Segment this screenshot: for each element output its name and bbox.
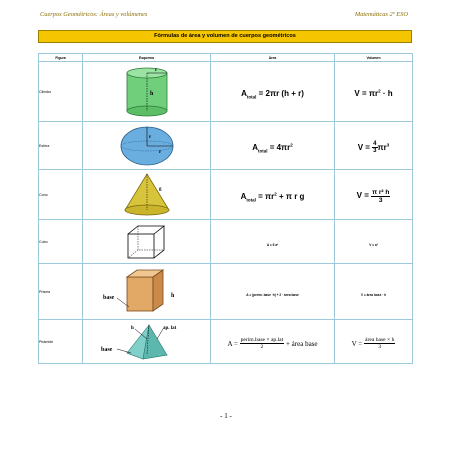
pyramid-sketch <box>97 321 197 363</box>
cone-sketch <box>117 172 177 218</box>
figure-name: Cono <box>39 170 83 220</box>
pyramid-label-h: h <box>130 325 134 331</box>
pyramid-label-ap-lat: ap. lat <box>162 325 176 331</box>
table-row <box>39 122 413 170</box>
cube-front-face <box>128 234 154 258</box>
prism-side-face <box>153 270 163 311</box>
cube-sketch <box>122 222 172 262</box>
prism-front-face <box>127 277 153 311</box>
area-formula: A = (perím. base ·h) + 2 · área base <box>246 292 299 297</box>
table-row <box>39 62 413 122</box>
formulas-table <box>38 53 413 364</box>
volume-formula: $V = \pi r^2 \cdot h$ <box>354 87 393 98</box>
cube-top-face <box>128 226 164 234</box>
cone-label-g: g <box>158 186 161 192</box>
column-header-volumen: Volumen <box>335 54 413 62</box>
header-right: Matemáticas 2º ESO <box>354 11 408 18</box>
prism-label-base: base <box>102 294 114 301</box>
figure-name: Pirámide <box>39 320 83 364</box>
pyramid-ap-pointer <box>157 329 163 339</box>
volume-formula: V = $\frac{\text{área base × h}}{3}$ <box>351 337 395 351</box>
table-row <box>39 320 413 364</box>
area-formula: A = $\frac{\text{perím.base × ap.lat}}{2}$ + área base <box>227 337 318 351</box>
table-row <box>39 264 413 320</box>
area-formula: $A_{total} = 4\pi r^2$ <box>252 141 293 154</box>
volume-formula: V = $\frac{\text{π r² h}}{3}$ <box>356 188 390 204</box>
pyramid-label-base: base <box>100 346 112 353</box>
volume-formula: V = área base · h <box>360 292 387 297</box>
table-title: Fórmulas de área y volumen de cuerpos geométricos <box>38 30 412 43</box>
prism-label-h: h <box>170 292 174 299</box>
header-left: Cuerpos Geométricos: Áreas y volúmenes <box>40 11 148 18</box>
sphere-label-r-side: r <box>158 149 161 155</box>
figure-name: Prisma <box>39 264 83 320</box>
figure-name: Esfera <box>39 122 83 170</box>
prism-sketch <box>97 267 197 317</box>
column-header-figura: Figura <box>39 54 83 62</box>
volume-formula: V = $\frac{4}{3}$ $\pi r^3$ <box>357 140 390 154</box>
cylinder-sketch <box>117 65 177 119</box>
figure-name: Cilindro <box>39 62 83 122</box>
figure-name: Cubo <box>39 220 83 264</box>
cylinder-label-h: h <box>149 90 153 97</box>
cylinder-label-r: r <box>154 67 157 73</box>
area-formula: $A_{total} = 2\pi r$ (h + r) <box>241 88 304 100</box>
area-formula: A = 6 a² <box>266 242 279 247</box>
column-header-area: Área <box>211 54 335 62</box>
cube-hidden-edge-diag <box>128 250 138 258</box>
cube-side-face <box>154 226 164 258</box>
page-number: - 1 - <box>220 412 232 420</box>
table-row <box>39 170 413 220</box>
table-row <box>39 220 413 264</box>
table-header-row <box>39 54 413 62</box>
volume-formula: V = a³ <box>369 242 378 247</box>
sphere-sketch <box>117 124 177 168</box>
area-formula: $A_{total} = \pi r^2 + \pi$ r g <box>240 190 305 203</box>
column-header-esquema: Esquema <box>83 54 211 62</box>
sphere-label-r-top: r <box>148 134 151 140</box>
